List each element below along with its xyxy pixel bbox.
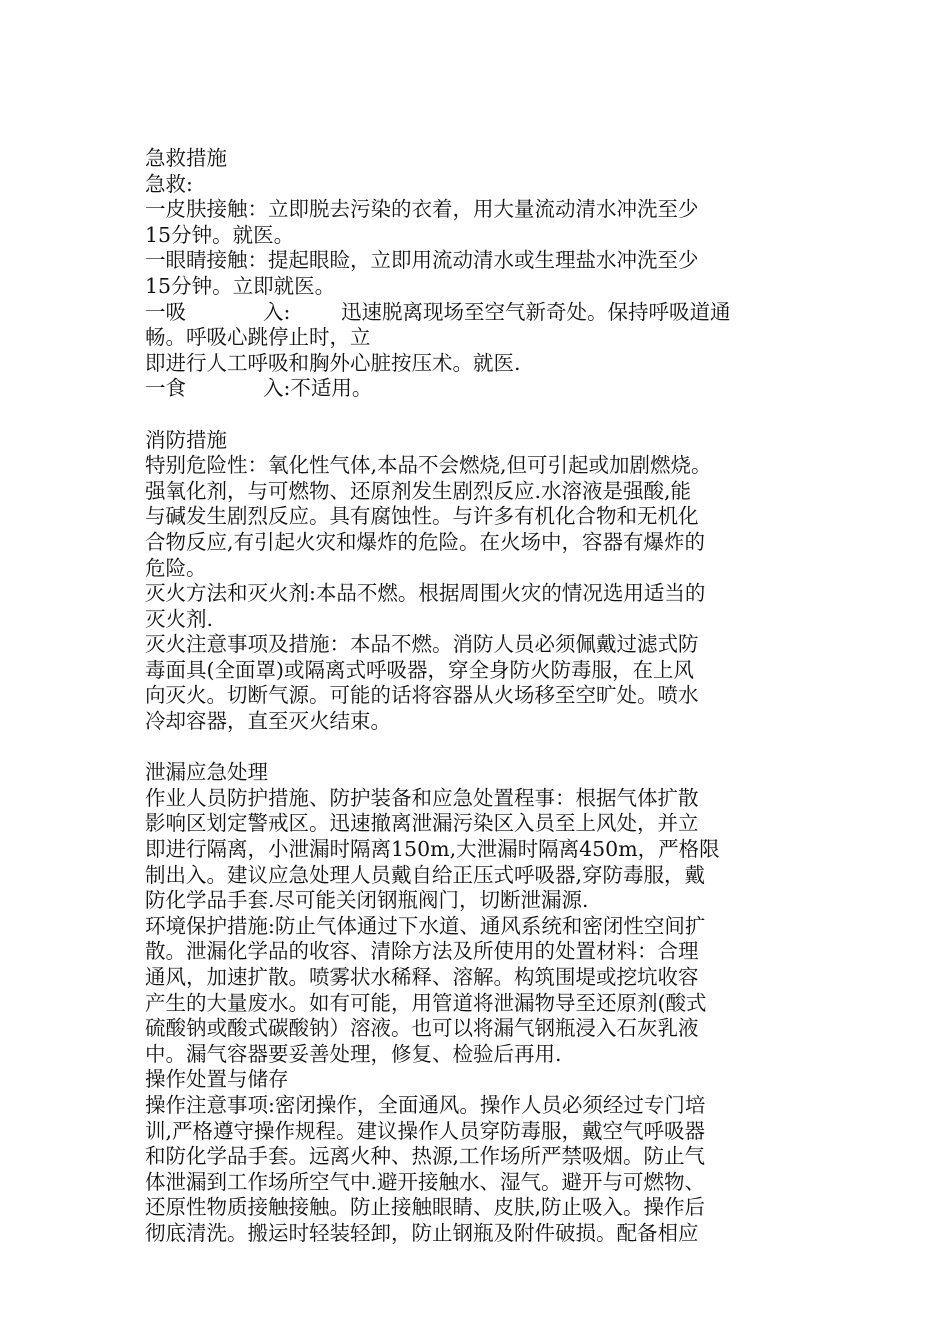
text-line: 和防化学品手套。远离火种、热源,工作场所严禁吸烟。防止气 [145,1144,706,1169]
text-line: 与碱发生剧烈反应。具有腐蚀性。与许多有机化合物和无机化 [145,504,699,529]
text-line: 即进行人工呼吸和胸外心脏按压术。就医. [145,350,521,375]
text-line: 15分钟。就医。 [145,222,295,247]
subheading-first-aid: 急救: [145,171,193,196]
fire-section [145,428,815,735]
section-heading-fire: 消防措施 [145,427,227,452]
ingest-label-a: 一食 [145,376,186,401]
section-heading-first-aid: 急救措施 [145,146,227,170]
text-line: 硫酸钠或酸式碳酸钠）溶液。也可以将漏气钢瓶浸入石灰乳液 [145,1016,699,1041]
text-line: 影响区划定警戒区。迅速撤离泄漏污染区入员至上风处，并立 [145,811,699,836]
inhalation-line [145,300,815,326]
inhale-text: 迅速脱离现场至空气新奇处。保持呼吸道通 [341,299,731,324]
text-line: 合物反应,有引起火灾和爆炸的危险。在火场中，容器有爆炸的 [145,529,706,554]
text-line: 中。漏气容器要妥善处理，修复、检验后再用. [145,1041,562,1066]
text-line: 作业人员防护措施、防护装备和应急处置程事：根据气体扩散 [145,785,699,810]
text-line: 即进行隔离，小泄漏时隔离150m,大泄漏时隔离450m，严格限 [145,837,720,862]
text-line: 向灭火。切断气源。可能的话将容器从火场移至空旷处。喷水 [145,683,699,708]
text-line: 通风，加速扩散。喷雾状水稀释、溶解。构筑围堤或挖坑收容 [145,965,699,989]
inhale-label-b: 入: [263,299,291,324]
ingest-text: 入:不适用。 [263,376,373,401]
text-line: 制出入。建议应急处理人员戴自给正压式呼吸器,穿防毒服，戴 [145,862,706,887]
text-line: 15分钟。立即就医。 [145,273,336,298]
text-line: 训,严格遵守操作规程。建议操作人员穿防毒服，戴空气呼吸器 [145,1118,706,1143]
leak-section [145,760,815,1067]
text-line: 灭火方法和灭火剂:本品不燃。根据周围火灾的情况选用适当的 [145,581,706,606]
text-line: 操作注意事项:密闭操作，全面通风。操作人员必须经过专门培 [145,1092,706,1117]
inhale-label-a: 一吸 [145,299,186,324]
text-line: 灭火注意事项及措施：本品不燃。消防人员必须佩戴过滤式防 [145,632,699,657]
text-line: 特别危险性：氧化性气体,本品不会燃烧,但可引起或加剧燃烧。 [145,453,712,478]
text-line: 毒面具(全面罩)或隔离式呼吸器，穿全身防火防毒服，在上风 [145,657,694,682]
text-line: 体泄漏到工作场所空气中.避开接触水、湿气。避开与可燃物、 [145,1169,706,1194]
section-heading-leak: 泄漏应急处理 [145,760,268,785]
section-heading-handling: 操作处置与储存 [145,1067,289,1092]
text-line: 危险。 [145,555,207,580]
ingestion-line [145,376,815,402]
text-line: 一眼睛接触：提起眼睑，立即用流动清水或生理盐水冲洗至少 [145,248,699,273]
spacer [145,402,815,428]
text-line: 畅。呼吸心跳停止时，立 [145,325,371,350]
text-line: 冷却容器，直至灭火结束。 [145,709,391,734]
text-line: 环境保护措施:防止气体通过下水道、通风系统和密闭性空间扩 [145,913,706,938]
text-line: 散。泄漏化学品的收容、清除方法及所使用的处置材料：合理 [145,939,699,964]
text-line: 一皮肤接触：立即脱去污染的衣着，用大量流动清水冲洗至少 [145,197,699,222]
text-line: 彻底清洗。搬运时轻装轻卸，防止钢瓶及附件破损。配备相应 [145,1220,699,1245]
handling-section [145,1067,815,1246]
text-line: 强氧化剂，与可燃物、还原剂发生剧烈反应.水溶液是强酸,能 [145,478,692,503]
first-aid-section [145,146,815,402]
text-line: 产生的大量废水。如有可能，用管道将泄漏物导至还原剂(酸式 [145,990,707,1015]
text-line: 防化学品手套.尽可能关闭钢瓶阀门，切断泄漏源. [145,888,589,913]
text-line: 灭火剂. [145,606,214,631]
text-line: 还原性物质接触接触。防止接触眼睛、皮肤,防止吸入。操作后 [145,1195,706,1220]
spacer [145,735,815,761]
document-body [145,146,815,1247]
